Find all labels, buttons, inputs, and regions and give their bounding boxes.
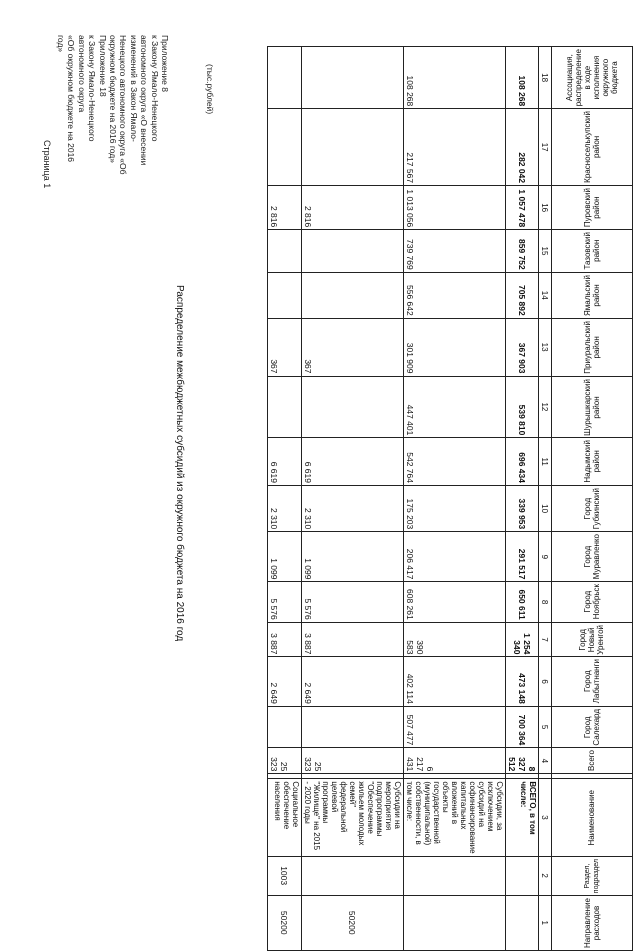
- column-header-text: Город Лабытнанги: [583, 659, 601, 704]
- name-header-text: Наименование: [587, 789, 597, 846]
- column-number: 8: [539, 582, 552, 622]
- column-number: 1: [539, 895, 552, 950]
- column-header-text: Город Салехард: [583, 708, 601, 746]
- value-cell: 291 517: [506, 532, 539, 582]
- value-cell: 2 649: [302, 657, 404, 706]
- column-number: 2: [539, 856, 552, 895]
- value-cell: 175 203: [404, 485, 506, 531]
- column-header: [552, 438, 633, 486]
- appendix-line: автономного округа: [76, 35, 87, 113]
- column-header: [552, 230, 633, 273]
- table-row: [268, 47, 302, 951]
- column-header: [552, 318, 633, 376]
- column-header: [552, 376, 633, 438]
- column-header: [552, 47, 633, 109]
- value-cell: 2 816: [302, 186, 404, 230]
- direction-code: 50200: [302, 895, 404, 950]
- column-number: 7: [539, 622, 552, 657]
- row-name: Субсидии, за исключением субсидий на софинансирование капитальных вложений в объекты государственной (муниципальной) собственности, в том числе:: [404, 779, 506, 856]
- value-cell: [302, 706, 404, 748]
- column-header-text: Город Новый Уренгой: [578, 624, 606, 655]
- value-cell: 1 099: [268, 532, 302, 582]
- value-cell: 25 323: [268, 748, 302, 774]
- direction-column-header: [552, 895, 633, 950]
- column-header: [552, 622, 633, 657]
- row-name: Субсидии на мероприятия подпрограммы "Обеспечение жильем молодых семей" федеральной целевой программы "Жилище" на 2015 - 2020 годы: [302, 779, 404, 856]
- value-cell: 2 310: [268, 485, 302, 531]
- value-cell: [268, 272, 302, 318]
- column-number: 11: [539, 438, 552, 486]
- value-cell: [302, 376, 404, 438]
- value-cell: 6 217 431: [404, 748, 506, 774]
- units-label: (тыс.рублей): [205, 64, 215, 115]
- column-number: 18: [539, 47, 552, 109]
- column-header-text: Пуровский район: [583, 188, 601, 228]
- column-number: 16: [539, 186, 552, 230]
- value-cell: 6 619: [302, 438, 404, 486]
- value-cell: 367 903: [506, 318, 539, 376]
- value-cell: 339 953: [506, 485, 539, 531]
- value-cell: 1 099: [302, 532, 404, 582]
- table-row: [404, 47, 506, 951]
- value-cell: 539 810: [506, 376, 539, 438]
- value-cell: 390 583: [404, 622, 506, 657]
- appendix-note: [56, 35, 170, 210]
- section-code: [506, 856, 539, 895]
- section-column-header: [552, 856, 633, 895]
- direction-code: [404, 895, 506, 950]
- row-name: ВСЕГО, в том числе:: [506, 779, 539, 856]
- value-cell: 5 576: [268, 582, 302, 622]
- column-header: [552, 186, 633, 230]
- direction-code: [506, 895, 539, 950]
- section-code: 1003: [268, 856, 302, 895]
- column-header: [552, 272, 633, 318]
- appendix-line: автономного округа «О внесении: [139, 35, 150, 166]
- appendix-line: «Об окружном бюджете на 2016: [66, 35, 77, 163]
- value-cell: [302, 47, 404, 109]
- subsidy-table: [267, 46, 633, 951]
- column-header-text: Тазовский район: [583, 232, 601, 270]
- column-number: 6: [539, 657, 552, 706]
- value-cell: 542 764: [404, 438, 506, 486]
- table-title: Распределение межбюджетных субсидий из окружного бюджета на 2016 год: [174, 285, 185, 642]
- column-header-text: Приуральский район: [583, 320, 601, 374]
- value-cell: 6 619: [268, 438, 302, 486]
- column-header-text: Город Ноябрьск: [583, 584, 601, 620]
- appendix-line: окружном бюджете на 2016 год»: [107, 35, 118, 163]
- value-cell: 108 268: [506, 47, 539, 109]
- value-cell: 108 268: [404, 47, 506, 109]
- value-cell: 367: [302, 318, 404, 376]
- column-number: 13: [539, 318, 552, 376]
- value-cell: [268, 47, 302, 109]
- value-cell: 2 816: [268, 186, 302, 230]
- column-number: 14: [539, 272, 552, 318]
- value-cell: 2 310: [302, 485, 404, 531]
- column-header-text: Всего: [587, 750, 597, 772]
- column-number-row: [539, 47, 552, 951]
- column-number: 4: [539, 748, 552, 774]
- value-cell: 282 042: [506, 109, 539, 186]
- section-header-text: Раздел, подраздел: [584, 858, 600, 893]
- column-header-text: Город Муравленко: [583, 534, 601, 580]
- column-header-text: Шурышкарский район: [583, 378, 601, 436]
- value-cell: 3 887: [302, 622, 404, 657]
- column-header-text: Город Губкинский: [583, 487, 601, 530]
- appendix-line: Приложение 8: [160, 35, 170, 92]
- direction-code: 50200: [268, 895, 302, 950]
- value-cell: 217 567: [404, 109, 506, 186]
- value-cell: 301 909: [404, 318, 506, 376]
- value-cell: [268, 109, 302, 186]
- page-number: Страница 1: [42, 140, 52, 189]
- row-name: Социальное обеспечение населения: [268, 779, 302, 856]
- column-header: [552, 532, 633, 582]
- table-row: [506, 47, 539, 951]
- value-cell: 739 769: [404, 230, 506, 273]
- appendix-line: Приложение 18: [97, 35, 108, 97]
- value-cell: 25 323: [302, 748, 404, 774]
- column-number: 10: [539, 485, 552, 531]
- column-number: 17: [539, 109, 552, 186]
- value-cell: [302, 230, 404, 273]
- column-header: [552, 657, 633, 706]
- value-cell: 2 649: [268, 657, 302, 706]
- value-cell: 705 892: [506, 272, 539, 318]
- column-header-text: Красноселькупский район: [583, 111, 601, 184]
- column-header-text: Ямальский район: [583, 274, 601, 316]
- column-header: [552, 748, 633, 774]
- section-code: [404, 856, 506, 895]
- value-cell: 650 611: [506, 582, 539, 622]
- column-header: [552, 109, 633, 186]
- column-number: 5: [539, 706, 552, 748]
- value-cell: 1 254 340: [506, 622, 539, 657]
- appendix-line: изменений в Закон Ямало-: [128, 35, 139, 142]
- value-cell: [268, 706, 302, 748]
- table-row: [302, 47, 404, 951]
- value-cell: [302, 272, 404, 318]
- value-cell: [268, 376, 302, 438]
- value-cell: 8 327 512: [506, 748, 539, 774]
- column-number: 12: [539, 376, 552, 438]
- value-cell: 608 261: [404, 582, 506, 622]
- column-number: 9: [539, 532, 552, 582]
- section-code: [302, 856, 404, 895]
- value-cell: 1 013 056: [404, 186, 506, 230]
- value-cell: [268, 230, 302, 273]
- appendix-line: к Закону Ямало-Ненецкого: [87, 35, 98, 142]
- value-cell: 696 434: [506, 438, 539, 486]
- value-cell: 1 057 478: [506, 186, 539, 230]
- column-header: [552, 485, 633, 531]
- column-header-text: Ассоциация, распределение в ходе исполнения окружного бюджета: [565, 49, 619, 107]
- value-cell: 3 887: [268, 622, 302, 657]
- table-header-row: [552, 47, 633, 951]
- appendix-line: Ненецкого автономного округа «Об: [118, 35, 129, 175]
- column-number: 15: [539, 230, 552, 273]
- column-number: 3: [539, 779, 552, 856]
- value-cell: 5 576: [302, 582, 404, 622]
- value-cell: 700 364: [506, 706, 539, 748]
- column-header: [552, 706, 633, 748]
- value-cell: 859 752: [506, 230, 539, 273]
- value-cell: 402 114: [404, 657, 506, 706]
- name-column-header: [552, 779, 633, 856]
- column-header-text: Надымский район: [583, 440, 601, 483]
- appendix-line: к Закону Ямало-Ненецкого: [149, 35, 160, 142]
- value-cell: 447 401: [404, 376, 506, 438]
- value-cell: 507 477: [404, 706, 506, 748]
- value-cell: 556 642: [404, 272, 506, 318]
- value-cell: 473 148: [506, 657, 539, 706]
- value-cell: [302, 109, 404, 186]
- column-header: [552, 582, 633, 622]
- value-cell: 206 417: [404, 532, 506, 582]
- value-cell: 367: [268, 318, 302, 376]
- direction-header-text: Направление расходов: [583, 897, 601, 948]
- appendix-line: год»: [55, 35, 66, 53]
